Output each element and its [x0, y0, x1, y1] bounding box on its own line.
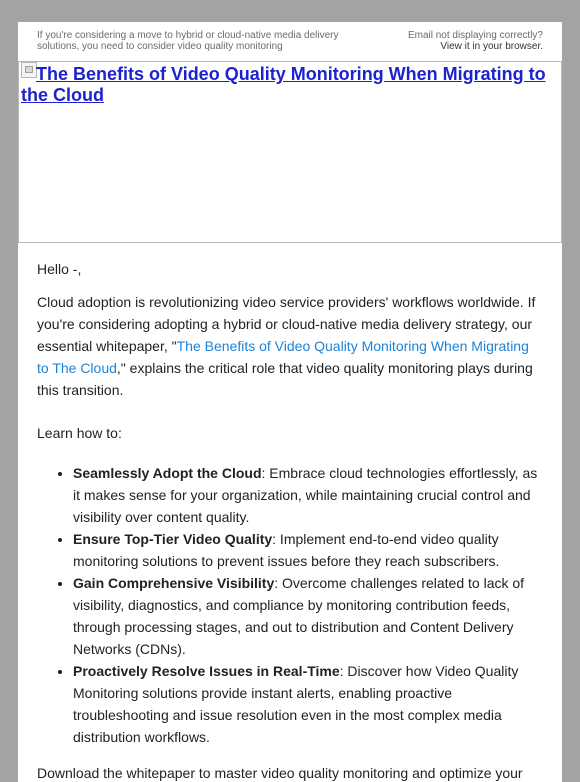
benefit-title: Gain Comprehensive Visibility — [73, 575, 275, 591]
email-preheader — [18, 22, 562, 60]
hero-image-placeholder[interactable] — [18, 61, 562, 243]
preheader-summary: If you're considering a move to hybrid or cloud-native media delivery solutions, you need to consider video quality monitoring — [37, 30, 339, 52]
closing-paragraph: Download the whitepaper to master video quality monitoring and optimize your — [37, 765, 523, 781]
display-problem-text: Email not displaying correctly? — [407, 30, 543, 41]
benefit-item — [73, 528, 544, 572]
benefit-title: Seamlessly Adopt the Cloud — [73, 465, 262, 481]
benefit-item — [73, 462, 544, 528]
learn-heading: Learn how to: — [37, 425, 122, 441]
benefit-description: : Overcome challenges related to lack of visibility, diagnostics, and compliance by monitoring contribution feeds, through processing stages, and out to distribution and Content Delivery Networks (CDNs). — [73, 575, 525, 657]
greeting: Hello -, — [37, 261, 82, 277]
intro-paragraph — [37, 291, 544, 401]
benefit-description: : Discover how Video Quality Monitoring solutions provide instant alerts, enabling proactive troubleshooting and issue resolution even in the most complex media distribution workflows. — [73, 663, 519, 745]
intro-before-link: Cloud adoption is revolutionizing video service providers' workflows worldwide. If you're considering adopting a hybrid or cloud-native media delivery strategy, our essential whitepaper, " — [37, 294, 536, 354]
benefit-item — [73, 572, 544, 660]
benefits-list — [37, 462, 544, 748]
email-body — [37, 258, 544, 782]
benefit-title: Ensure Top-Tier Video Quality — [73, 531, 273, 547]
benefit-description: : Implement end-to-end video quality monitoring solutions to prevent issues before they reach subscribers. — [73, 531, 500, 569]
whitepaper-link[interactable]: The Benefits of Video Quality Monitoring When Migrating to The Cloud — [37, 338, 529, 376]
benefit-description: : Embrace cloud technologies effortlessly, as it makes sense for your organization, while maintaining crucial control and visibility over content quality. — [73, 465, 538, 525]
hero-image-alt-text[interactable] — [21, 64, 557, 106]
email-sheet — [18, 22, 562, 782]
benefit-item — [73, 660, 544, 748]
view-in-browser-link[interactable]: View it in your browser. — [440, 41, 543, 52]
benefit-title: Proactively Resolve Issues in Real-Time — [73, 663, 340, 679]
intro-after-link: ," explains the critical role that video quality monitoring plays during this transition. — [37, 360, 533, 398]
hero-title-link[interactable]: The Benefits of Video Quality Monitoring When Migrating to the Cloud — [21, 64, 546, 105]
browser-view-note — [323, 30, 543, 52]
